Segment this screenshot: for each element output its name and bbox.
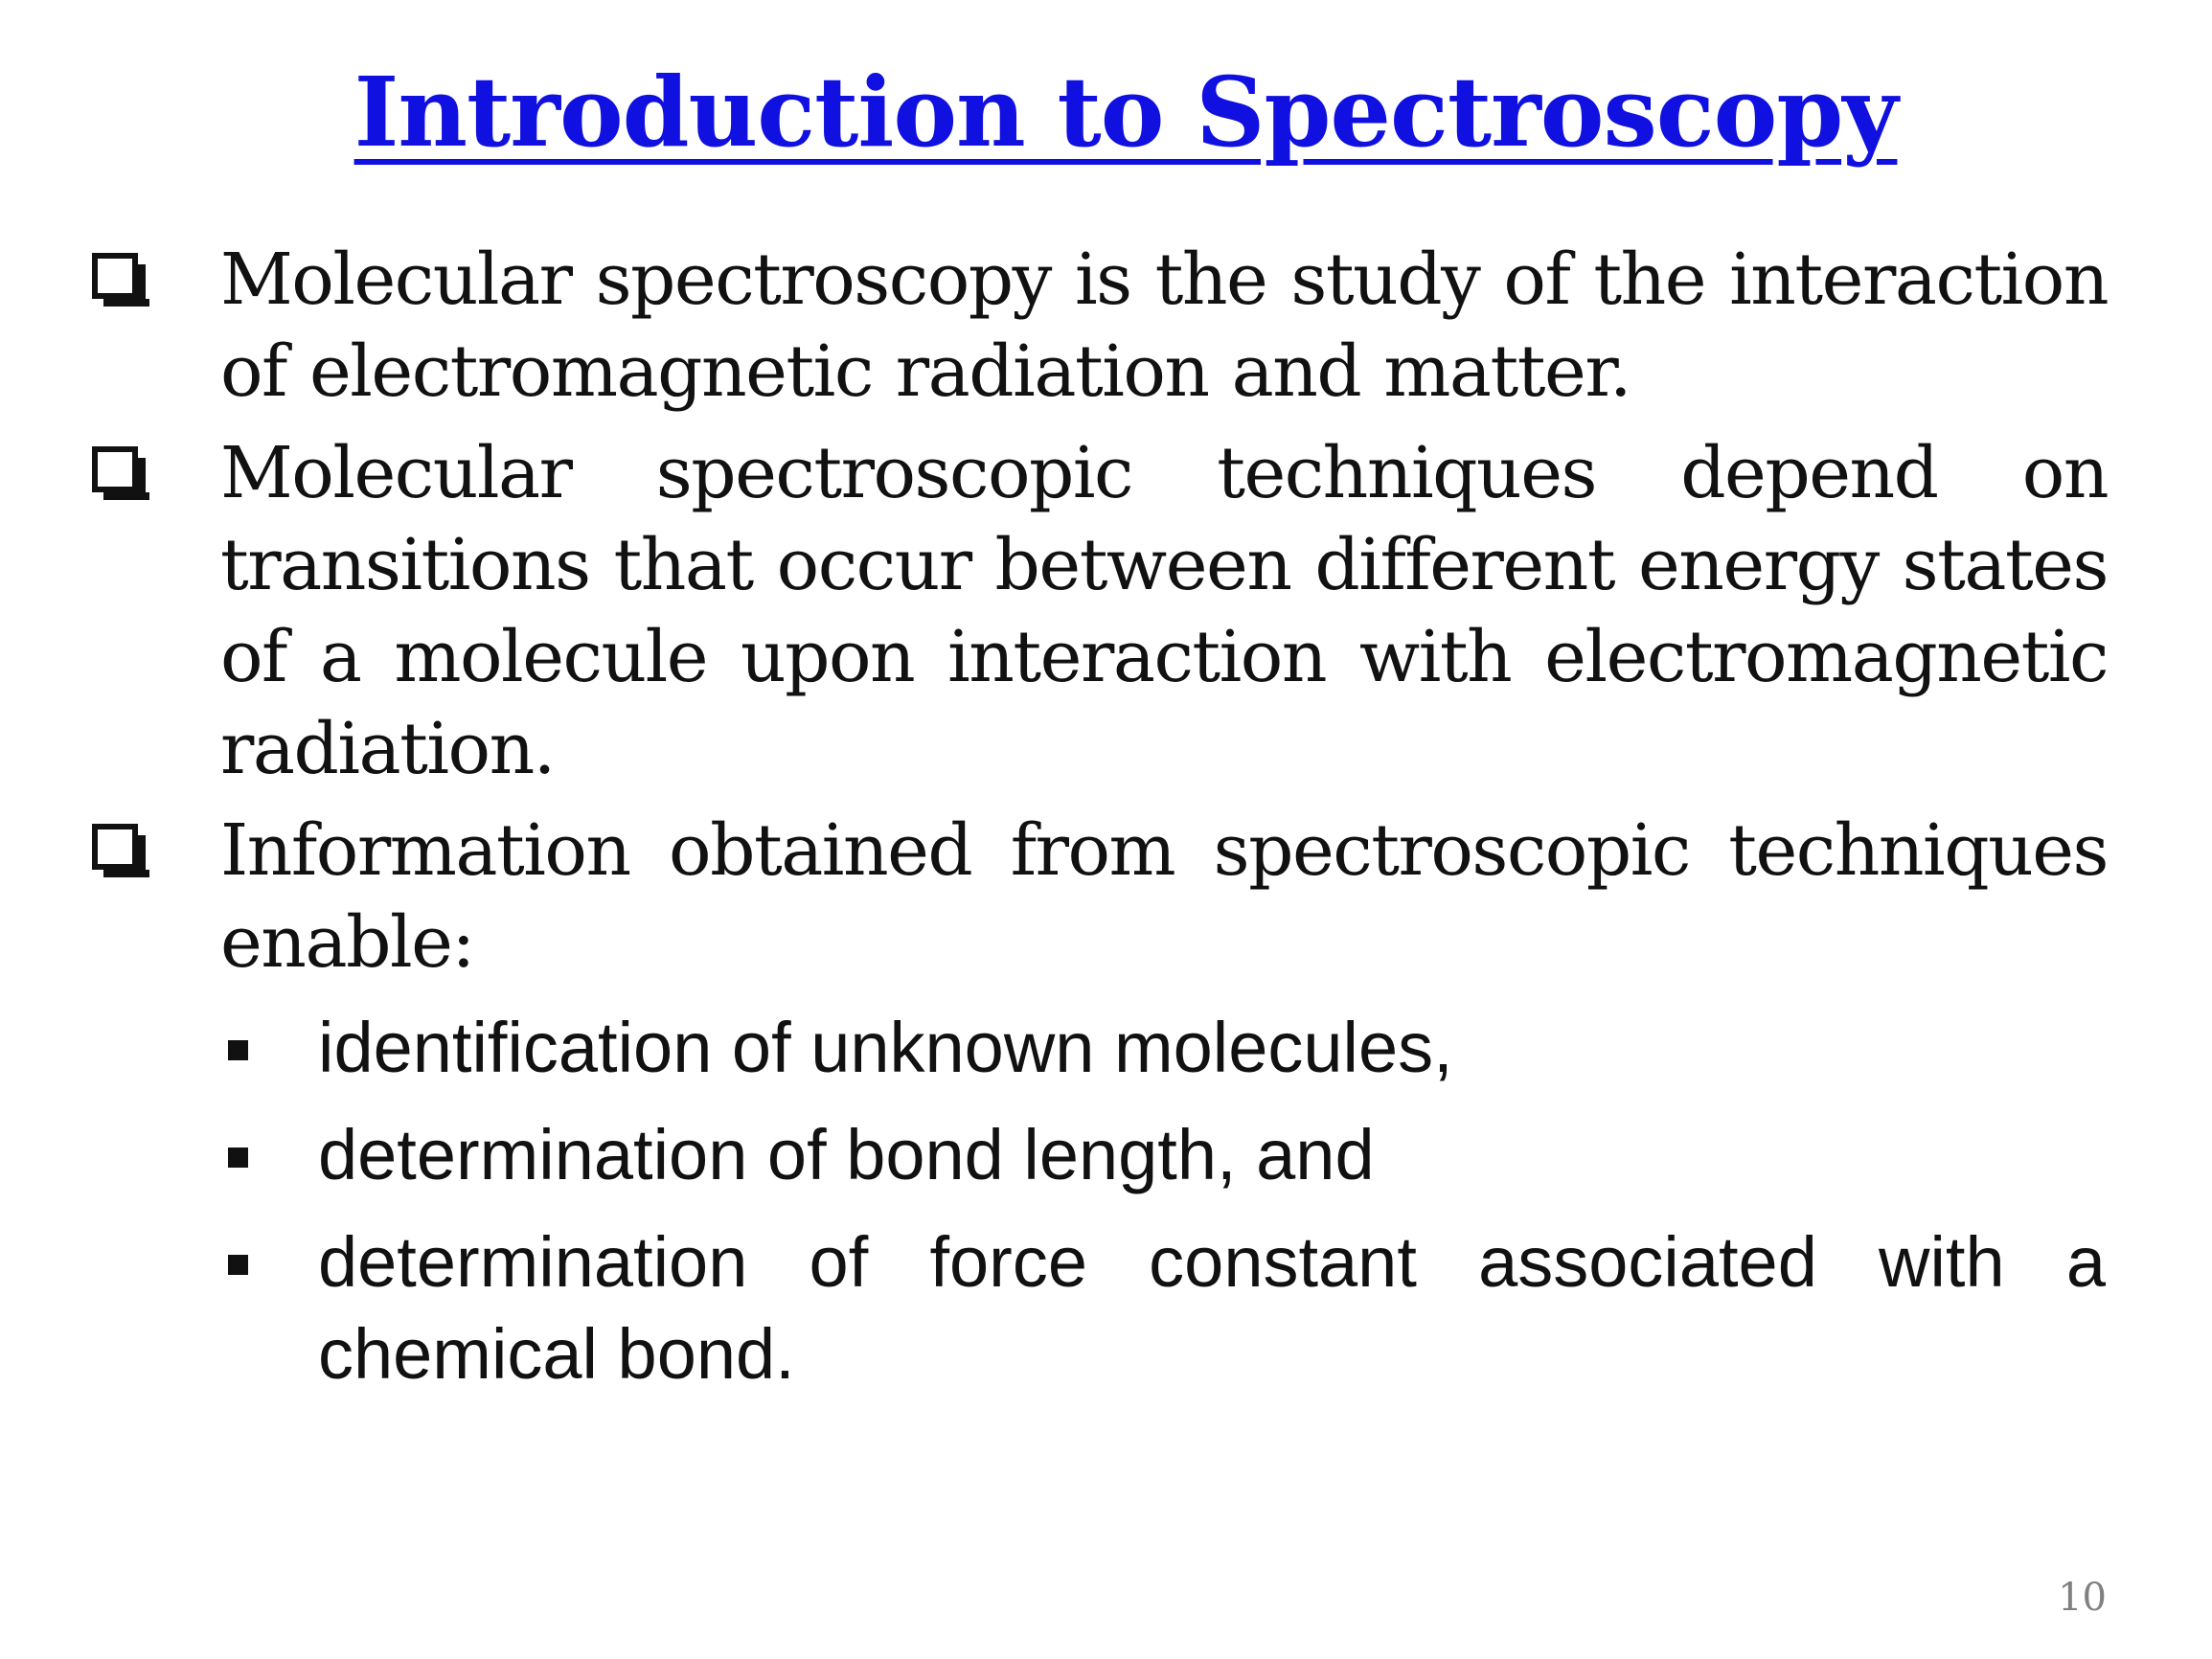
slide-title: Introduction to Spectroscopy: [353, 56, 1898, 169]
checkbox-icon: [92, 253, 138, 299]
bullet-text: Information obtained from spectroscopic techniques enable:: [220, 809, 2108, 984]
page-number: 10: [2058, 1576, 2107, 1620]
bullet-text: Molecular spectroscopy is the study of the interaction of electromagnetic radiation and matter.: [220, 239, 2108, 413]
bullet-text: Molecular spectroscopic techniques depend on transitions that occur between different energy states of a molecule upon interaction with electromagnetic radiation.: [220, 432, 2108, 790]
square-bullet-icon: [228, 1040, 248, 1060]
sub-bullet-text: determination of force constant associated with a chemical bond.: [318, 1222, 2106, 1394]
checkbox-icon: [92, 824, 138, 870]
square-bullet-icon: [228, 1255, 248, 1275]
sub-bullet-text: identification of unknown molecules,: [318, 1008, 1453, 1087]
checkbox-icon: [92, 446, 138, 492]
sub-bullet-text: determination of bond length, and: [318, 1115, 1375, 1194]
square-bullet-icon: [228, 1148, 248, 1168]
